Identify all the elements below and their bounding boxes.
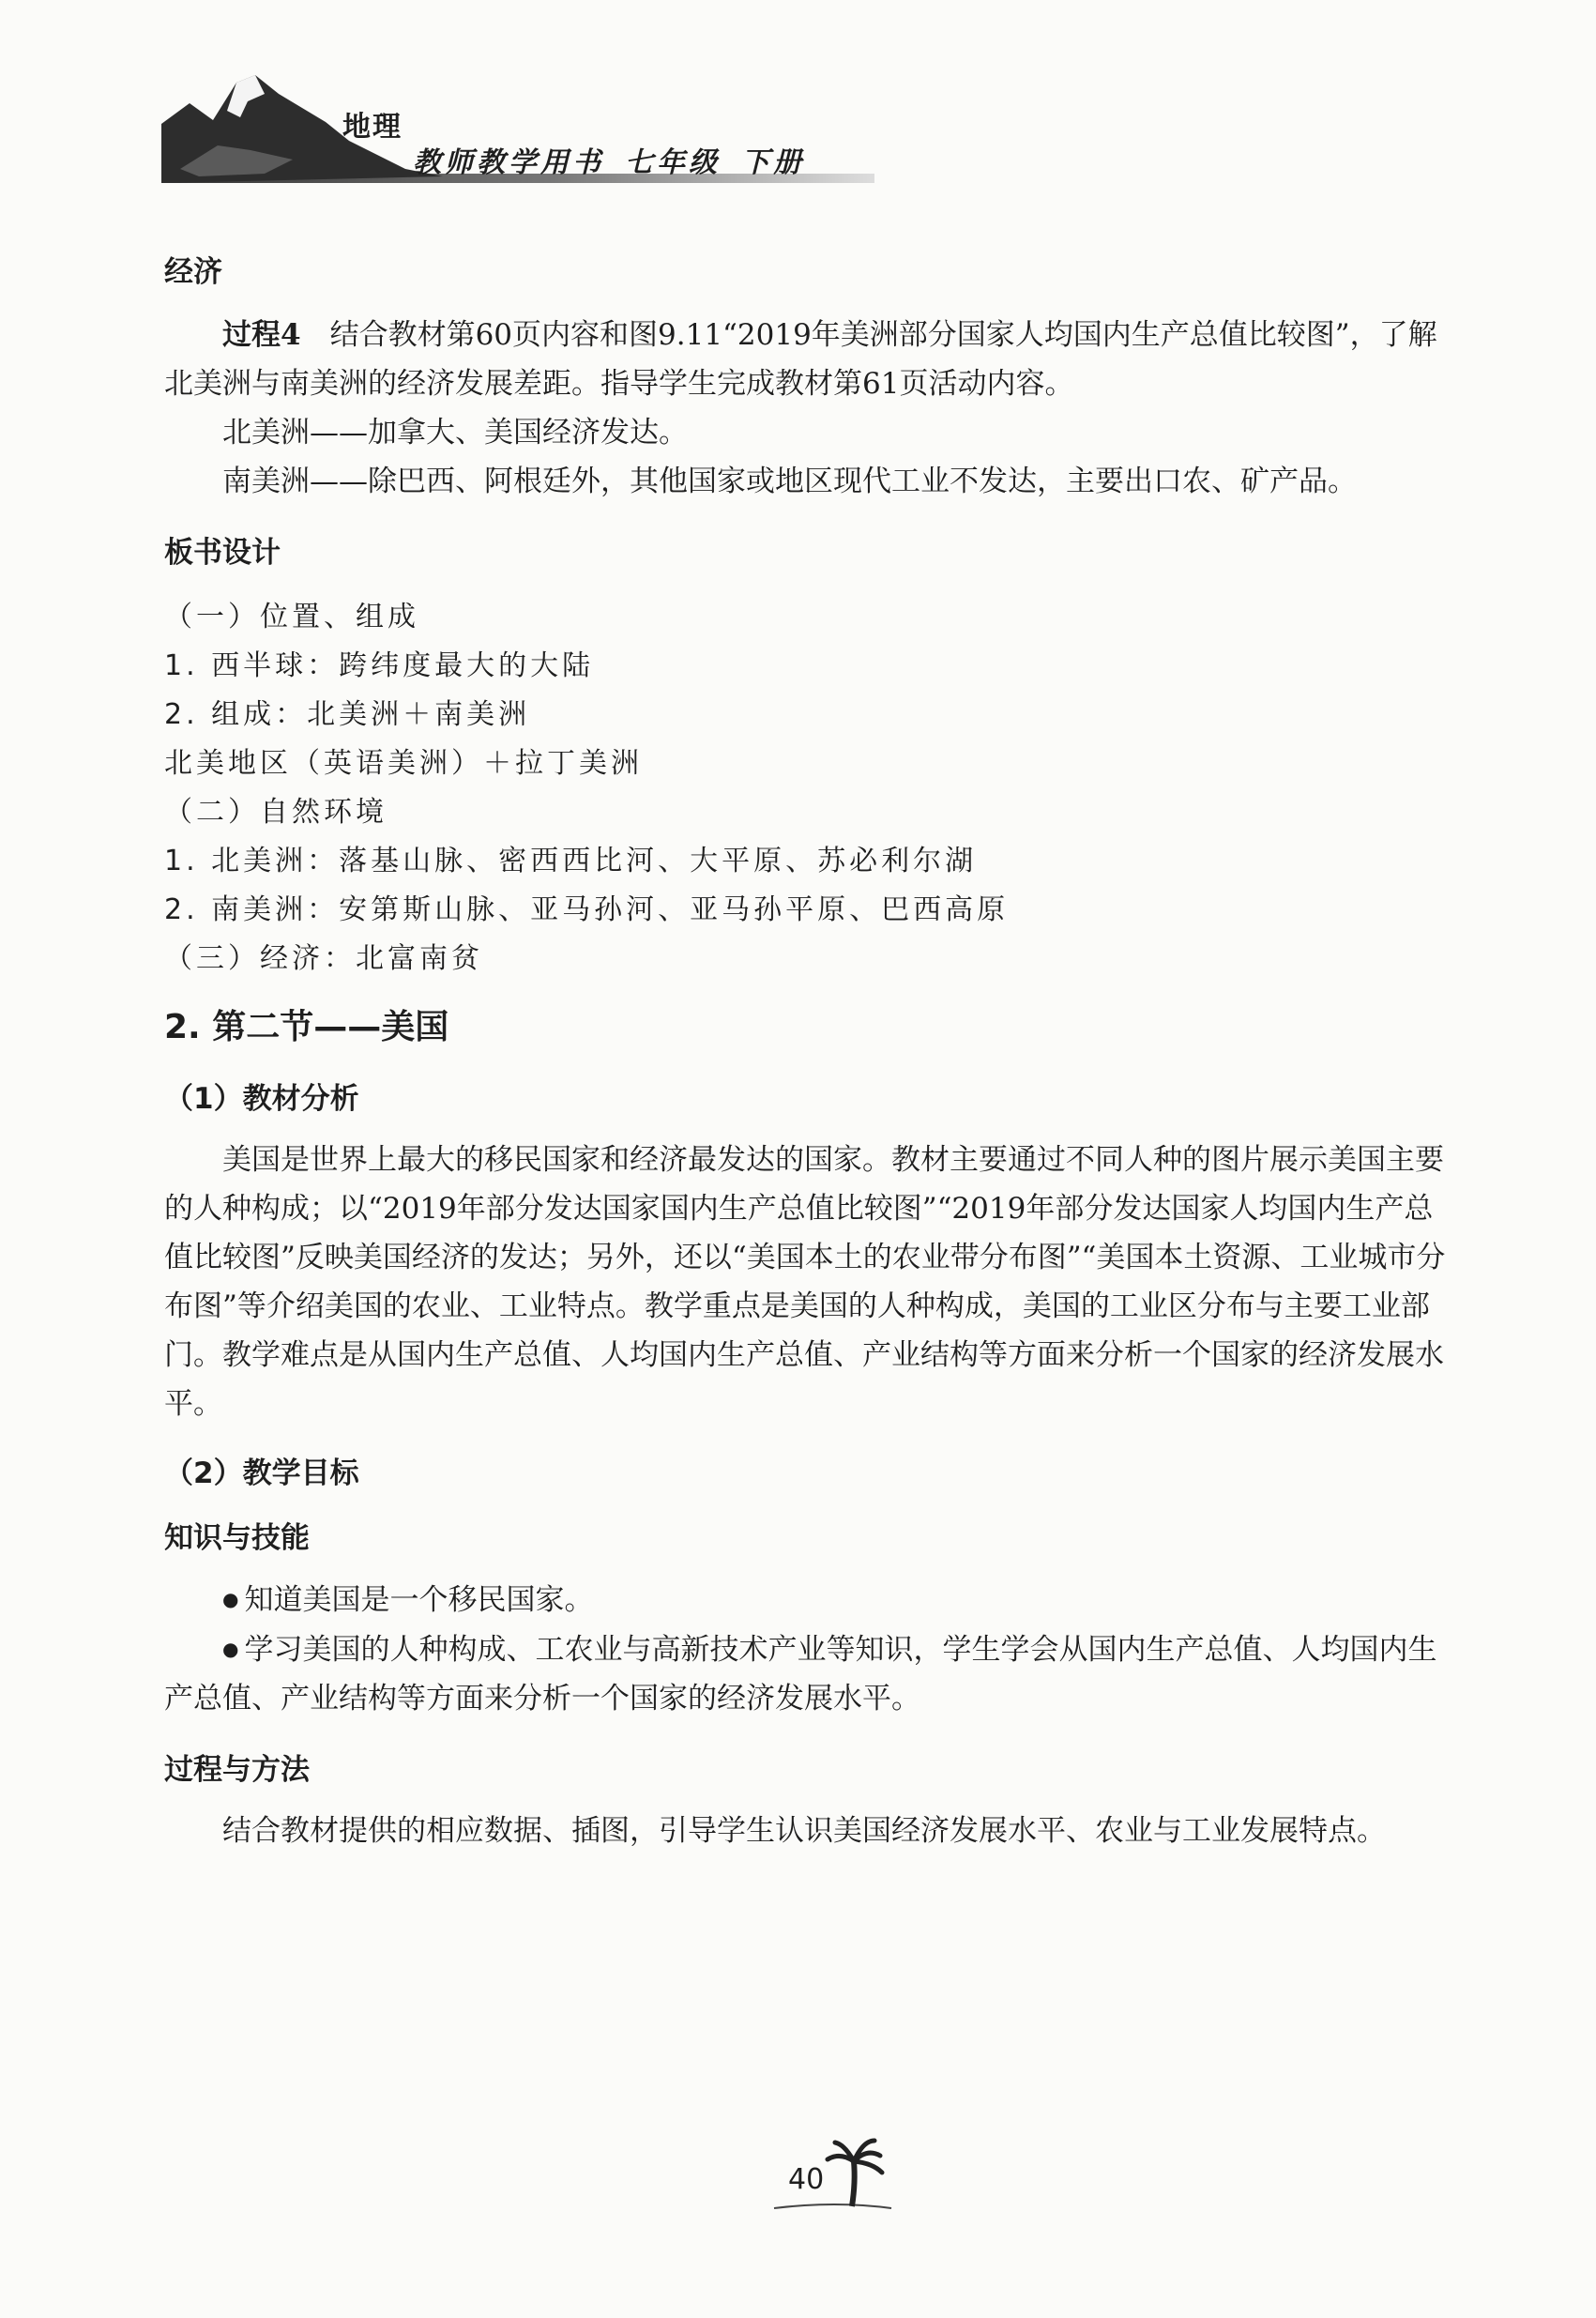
header-subject: 地理	[342, 111, 403, 144]
board-line: 北美地区（英语美洲）＋拉丁美洲	[164, 747, 643, 780]
board-design	[164, 593, 1459, 984]
header-book-title	[413, 139, 826, 180]
analysis-heading: （1）教材分析	[164, 1082, 359, 1116]
analysis-paragraph: 美国是世界上最大的移民国家和经济最发达的国家。教材主要通过不同人种的图片展示美国主要的人种构成；以“2019年部分发达国家国内生产总值比较图”“2019年部分发达国家人均国内生产总值比较图”反映美国经济的发达；另外，还以“美国本土的农业带分布图”“美国本土资源、工业城市分布图”等介绍美国的农业、工业特点。教学重点是美国的人种构成，美国的工业区分布与主要工业部门。教学难点是从国内生产总值、人均国内生产总值、产业结构等方面来分析一个国家的经济发展水平。	[164, 1143, 1446, 1421]
process4-text: 结合教材第60页内容和图9.11“2019年美洲部分国家人均国内生产总值比较图”，了解北美洲与南美洲的经济发展差距。指导学生完成教材第61页活动内容。	[164, 318, 1437, 401]
board-line: 1. 北美洲：落基山脉、密西西比河、大平原、苏必利尔湖	[164, 845, 978, 877]
process4-paragraph	[164, 311, 1459, 408]
north-america-line: 北美洲——加拿大、美国经济发达。	[222, 416, 688, 450]
page-footer	[769, 2135, 901, 2219]
board-line: （二）自然环境	[164, 796, 388, 829]
economy-heading: 经济	[164, 255, 222, 289]
page-body	[164, 236, 1459, 1855]
knowledge-bullet: ● 学习美国的人种构成、工农业与高新技术产业等知识，学生学会从国内生产总值、人均国内生产总值、产业结构等方面来分析一个国家的经济发展水平。	[164, 1624, 1459, 1723]
header-volume: 下册	[741, 146, 805, 179]
process-method-paragraph: 结合教材提供的相应数据、插图，引导学生认识美国经济发展水平、农业与工业发展特点。	[222, 1814, 1386, 1848]
goals-heading: （2）教学目标	[164, 1456, 359, 1490]
page-number: 40	[788, 2163, 825, 2196]
section2-title: 2. 第二节——美国	[164, 1008, 449, 1046]
board-line: 2. 南美洲：安第斯山脉、亚马孙河、亚马孙平原、巴西高原	[164, 893, 1010, 926]
knowledge-heading: 知识与技能	[164, 1521, 310, 1555]
board-line: （一）位置、组成	[164, 601, 419, 633]
header-book-name: 教师教学用书	[413, 146, 604, 179]
board-line: 1. 西半球：跨纬度最大的大陆	[164, 649, 595, 682]
page-header	[161, 66, 893, 197]
process4-label: 过程4	[222, 318, 301, 352]
knowledge-bullet: ● 知道美国是一个移民国家。	[164, 1575, 1459, 1624]
header-grade: 七年级	[625, 146, 721, 179]
board-heading: 板书设计	[164, 536, 281, 570]
board-line: （三）经济：北富南贫	[164, 942, 483, 975]
board-line: 2. 组成：北美洲＋南美洲	[164, 698, 531, 731]
south-america-line: 南美洲——除巴西、阿根廷外，其他国家或地区现代工业不发达，主要出口农、矿产品。	[222, 465, 1357, 498]
process-method-heading: 过程与方法	[164, 1753, 310, 1787]
